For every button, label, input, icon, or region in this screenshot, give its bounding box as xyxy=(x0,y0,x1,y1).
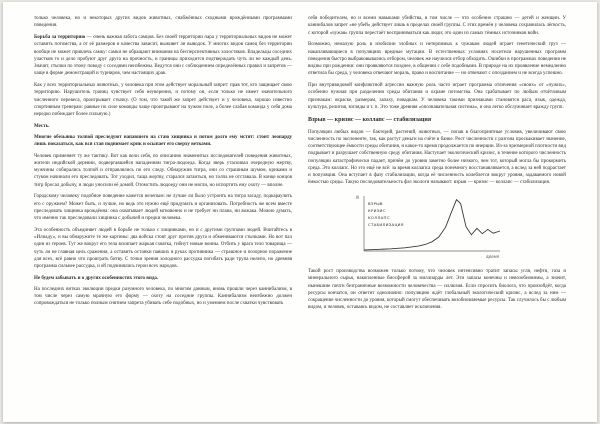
paragraph-text: Популяции любых видов — бактерий, растений, животных, — попав в благоприятные условия, увеличивают свою численность по экспоненте, так, как растут деньги на счёте в банке. Рост численности с разгона проскакивает значение, соответствующее ёмкости среды обитания, и какое-то время продолжается по инерции. Из-за чрезмерной плотности вид подрывает и разрушает собственную среду обитания. Наступает экологический кризис, в течение которого численность популяции катастрофически падает, причём до уровня заметно более низкого, чем тот, который могла бы прокормить среда. Это коллапс. Но это ещё не всё: за время коллапса среда понемногу восстанавливается, а вслед за ней подрастает и популяция. Она вступает в фазу стабилизации, когда её численность колеблется вокруг уровня, задаваемого новой ёмкостью среды. Такую последовательность фаз экологи называют: взрыв — кризис — коллапс — стабилизация. xyxy=(308,129,566,186)
book-spread xyxy=(3,2,597,422)
left-page xyxy=(34,15,292,312)
population-chart xyxy=(348,191,506,263)
paragraph-text: Эта особенность объединяет людей в борьбе не только с хищниками, но и с другими группами людей. Вчитайтесь в «Илиаду», и вы обнаружите те же картины: два войска стоят друг против друга и обмениваются стычками. Но вот пал один из героев. Тут же вокруг его тела вскипает жаркая схватка, гибнут новые воины. Отбить у врага тело товарища — чуть ли не главная цель сражения, а оставить останки павших в руках противника — страшное и позорное поражение для всех, всё равно что проиграть битву. С точки зрения холодного рассудка погибать ради трупа нелепо, но древняя программа сильнее рассудка, и ей подчинялись герои всех народов. xyxy=(34,227,292,269)
paragraph xyxy=(34,82,292,118)
paragraph xyxy=(308,129,566,187)
x-axis-label: время xyxy=(486,254,499,260)
paragraph xyxy=(34,193,292,222)
paragraph-text: Многие обезьяны толпой преследуют напавшего на стаю хищника и потом долго ему мстят: стоит леопарду лишь показаться, как вся стая поднимает крик и осыпает его сверху ветками. xyxy=(34,134,292,147)
paragraph xyxy=(308,82,566,111)
paragraph xyxy=(34,34,292,78)
paragraph-text: При внутривидовой конфликтной агрессии важную роль часто играет программа отличения «своих» от «чужих», особенно нужная при разделении среды обитания и охране потомства. Она срабатывает по любым отчётливым признакам: окраске, размерам, запаху, повадкам. У человека такими признаками становятся раса, язык, одежда, культура, религия, взгляды и т. п. Это тоже древняя «опознавательная система», и она легко обслуживает вражду групп. xyxy=(308,83,566,110)
paragraph xyxy=(308,268,566,312)
section-heading-population: Взрыв — кризис — коллапс — стабилизация xyxy=(308,117,432,123)
paragraph xyxy=(34,286,292,308)
paragraph xyxy=(308,41,566,77)
paragraph-text: только человека, но и некоторых других видов животных, снабжённых сходными врождёнными программами поведения. xyxy=(34,16,292,29)
phase-label-stabilization: стабилизация xyxy=(368,222,404,228)
paragraph-text: — очень важная забота самцов. Без своей территории пара у территориальных видов не может оставить потомства, а от её размеров и качества зависит, выживет ли выводок. У многих видов самец без территории вообще не может привлечь самку: самки не обращают внимания на бесперспективных холостяков. Владельцы соседних участков то и дело пробуют друг друга на прочность, и границы приходится подтверждать чуть ли не каждый день. Значит, стычки по этому поводу с соседями неизбежны. Ведутся они с соблюдением определённых правил и запретов — чаще в форме демонстраций и турниров, чем настоящих драк. xyxy=(34,35,293,77)
paragraph-text: Такой рост производства возможен только потому, что человек интенсивно тратит запасы угля, нефти, газа и минерального сырья, накопленные биосферой за миллиарды лет. Эти запасы конечны и невозобновимы, а значит, нынешние почти безграничные возможности человечества — иллюзия. Если спросить биолога, что произойдёт, когда ресурсы кончатся, он ответит однозначно: популяцию ждёт глобальный экологический кризис, а вслед за ним — сокращение численности до уровня, который смогут обеспечивать возобновляемые ресурсы. Так случилось бы с любым видом, и человек, оставаясь видом, не составляет исключения. xyxy=(308,269,566,311)
paragraph xyxy=(34,15,292,30)
paragraph xyxy=(308,15,566,37)
inline-heading-territory: Борьба за территорию xyxy=(34,35,86,40)
paragraph-text: Человек применяет ту же тактику. Вот как вели себя, по описанию знаменитых исследователей поведения животных, жители индийской деревни, подвергавшейся нападениям тигра-людоеда. Когда зверь утаскивал очередную жертву, мужчины собирались толпой и отправлялись по его следу. Обнаружив тигра, они со страшным шумом, криками и стуком начинали его преследовать. Тот уходил, таща жертву, старался затаиться, но толпа не отставала. В конце концов тигр бросал добычу, и люди уносили её домой. Отомстить людоеду они не могли, но испортить ему охоту — вполне. xyxy=(34,153,292,188)
right-page xyxy=(308,15,566,316)
phase-label-explosion: взрыв xyxy=(368,201,383,207)
paragraph-text: Возможно, немалую роль в изобилии злобных и нетерпимых к чужакам людей играет генетический груз — накапливающиеся в популяциях вредные мутации. В естественных условиях носители нарушенных программ поведения быстро выбраковывались отбором, человек же научился отбор обходить. Ошибки в программах поведения не видны при рождении: они проявляются позднее, в общении с себе подобными. В природе на их проявление немедленно ответила бы среда, у человека отвечают мораль, право и воспитание — но отвечают с опозданием и не всегда успешно. xyxy=(308,42,566,77)
population-dynamics-figure xyxy=(348,191,508,263)
phase-label-crisis: кризис xyxy=(368,208,386,214)
paragraph-text: себя победителем, но и всеми навыками убийства, в том числе — что особенно страшно — детей и женщин. У каннибалов запрет «не убей» действует лишь в пределах своей группы. С этих времён у человека сохранилась лёгкость, с которой «чужая» группа перестаёт восприниматься как люди; это один из самых тёмных источников войн. xyxy=(308,16,566,36)
subheading-revenge: Месть. xyxy=(34,123,50,129)
phase-label-collapse: коллапс xyxy=(368,215,390,221)
paragraph xyxy=(34,153,292,189)
subheading-other-traits: Не будем забывать и о других особенностях этого вида. xyxy=(34,275,159,281)
paragraph xyxy=(34,227,292,271)
paragraph-text: На последних витках эволюции предки разумного человека, по многим данным, вновь прошли через каннибализм, в том числе через самую мрачную его форму — охоту на соседние группы. Каннибализм неизбежно должен сопровождаться не только полным снятием запрета убивать себе подобных, но и умением после схватки чувствовать xyxy=(34,286,292,306)
paragraph-text: Городскому человеку подобное поведение кажется нелепым: не лучше ли было устроить на тигра засаду, подкараулить его с оружием? Может быть, и лучше, но ведь это нужно ещё придумать и организовать. Потребность же всем вместе преследовать хищника врождённа: она охватывает людей мгновенно и не требует ни плана, ни вожака. Можно думать, что именно так преследовали хищника с добычей и предки человека. xyxy=(34,194,292,221)
paragraph-text: Как у всех территориальных животных, у человека при этом действует моральный запрет: прав тот, кто защищает свою территорию. Нарушитель границ чувствует себя неуверенно, и потому он, если только не имеет значительного численного перевеса, проигрывает стычку. (О том, что такой же запрет действует и у человека, хорошо известно спортивным тренерам: равные по силе команды чаще проигрывают на чужом поле, а более слабая команда у себя дома нередко побеждает более сильную.) xyxy=(34,83,292,117)
paragraph xyxy=(34,134,292,149)
y-axis-label: N xyxy=(356,195,359,201)
